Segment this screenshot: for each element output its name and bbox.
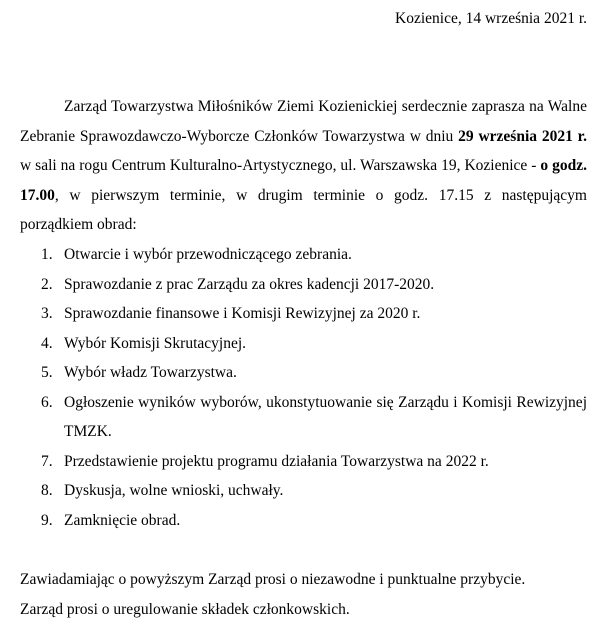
agenda-item-number: 5. <box>41 364 53 381</box>
agenda-item-number: 1. <box>41 246 53 263</box>
agenda-item-number: 8. <box>41 482 53 499</box>
invitation-text-3: , w pierwszym terminie, w drugim terminie o godz. 17.15 z następującym porządkiem obrad: <box>20 186 587 233</box>
invitation-paragraph <box>20 92 587 240</box>
closing-line-membership-fees: Zarząd prosi o uregulowanie składek członkowskich. <box>20 600 350 618</box>
agenda-item <box>20 329 587 359</box>
agenda-item-number: 3. <box>41 305 53 322</box>
meeting-date: 29 września 2021 r. <box>458 127 588 145</box>
agenda-item-number: 6. <box>41 393 53 411</box>
agenda-item-text: Otwarcie i wybór przewodniczącego zebrania. <box>64 246 352 263</box>
agenda-list <box>20 240 587 535</box>
agenda-item-number: 2. <box>41 275 53 293</box>
agenda-item-text: Wybór Komisji Skrutacyjnej. <box>64 334 247 352</box>
agenda-item-number: 4. <box>41 334 53 352</box>
meeting-time: o godz. 17.00 <box>20 157 588 204</box>
agenda-item-text: Sprawozdanie z prac Zarządu za okres kadencji 2017-2020. <box>64 275 435 293</box>
invitation-text-1: Zarząd Towarzystwa Miłośników Ziemi Kozienickiej serdecznie zaprasza na Walne Zebranie Sprawozdawczo-Wyborcze Członków Towarzystwa w dniu <box>20 98 587 145</box>
agenda-item-text: Zamknięcie obrad. <box>64 511 181 529</box>
agenda-item <box>20 270 587 300</box>
agenda-item <box>20 240 587 270</box>
agenda-item-text: Dyskusja, wolne wnioski, uchwały. <box>64 482 284 499</box>
agenda-item-text: Przedstawienie projektu programu działania Towarzystwa na 2022 r. <box>64 452 489 470</box>
agenda-item <box>20 299 587 329</box>
agenda-item <box>20 358 587 388</box>
agenda-item-number: 9. <box>41 511 53 529</box>
agenda-item-text: Sprawozdanie finansowe i Komisji Rewizyjnej za 2020 r. <box>64 305 421 322</box>
date-line: Kozienice, 14 września 2021 r. <box>395 10 587 27</box>
agenda-item <box>20 447 587 477</box>
agenda-item-number: 7. <box>41 452 53 470</box>
closing-notes <box>20 565 525 624</box>
agenda-item-text: Ogłoszenie wyników wyborów, ukonstytuowanie się Zarządu i Komisji Rewizyjnej TMZK. <box>64 393 587 440</box>
agenda-item <box>20 506 587 536</box>
agenda-item-text: Wybór władz Towarzystwa. <box>64 364 237 381</box>
closing-line-attendance: Zawiadamiając o powyższym Zarząd prosi o niezawodne i punktualne przybycie. <box>20 571 526 588</box>
invitation-text-2: w sali na rogu Centrum Kulturalno-Artystycznego, ul. Warszawska 19, Kozienice - <box>20 157 541 174</box>
agenda-item <box>20 388 587 447</box>
agenda-item <box>20 476 587 506</box>
